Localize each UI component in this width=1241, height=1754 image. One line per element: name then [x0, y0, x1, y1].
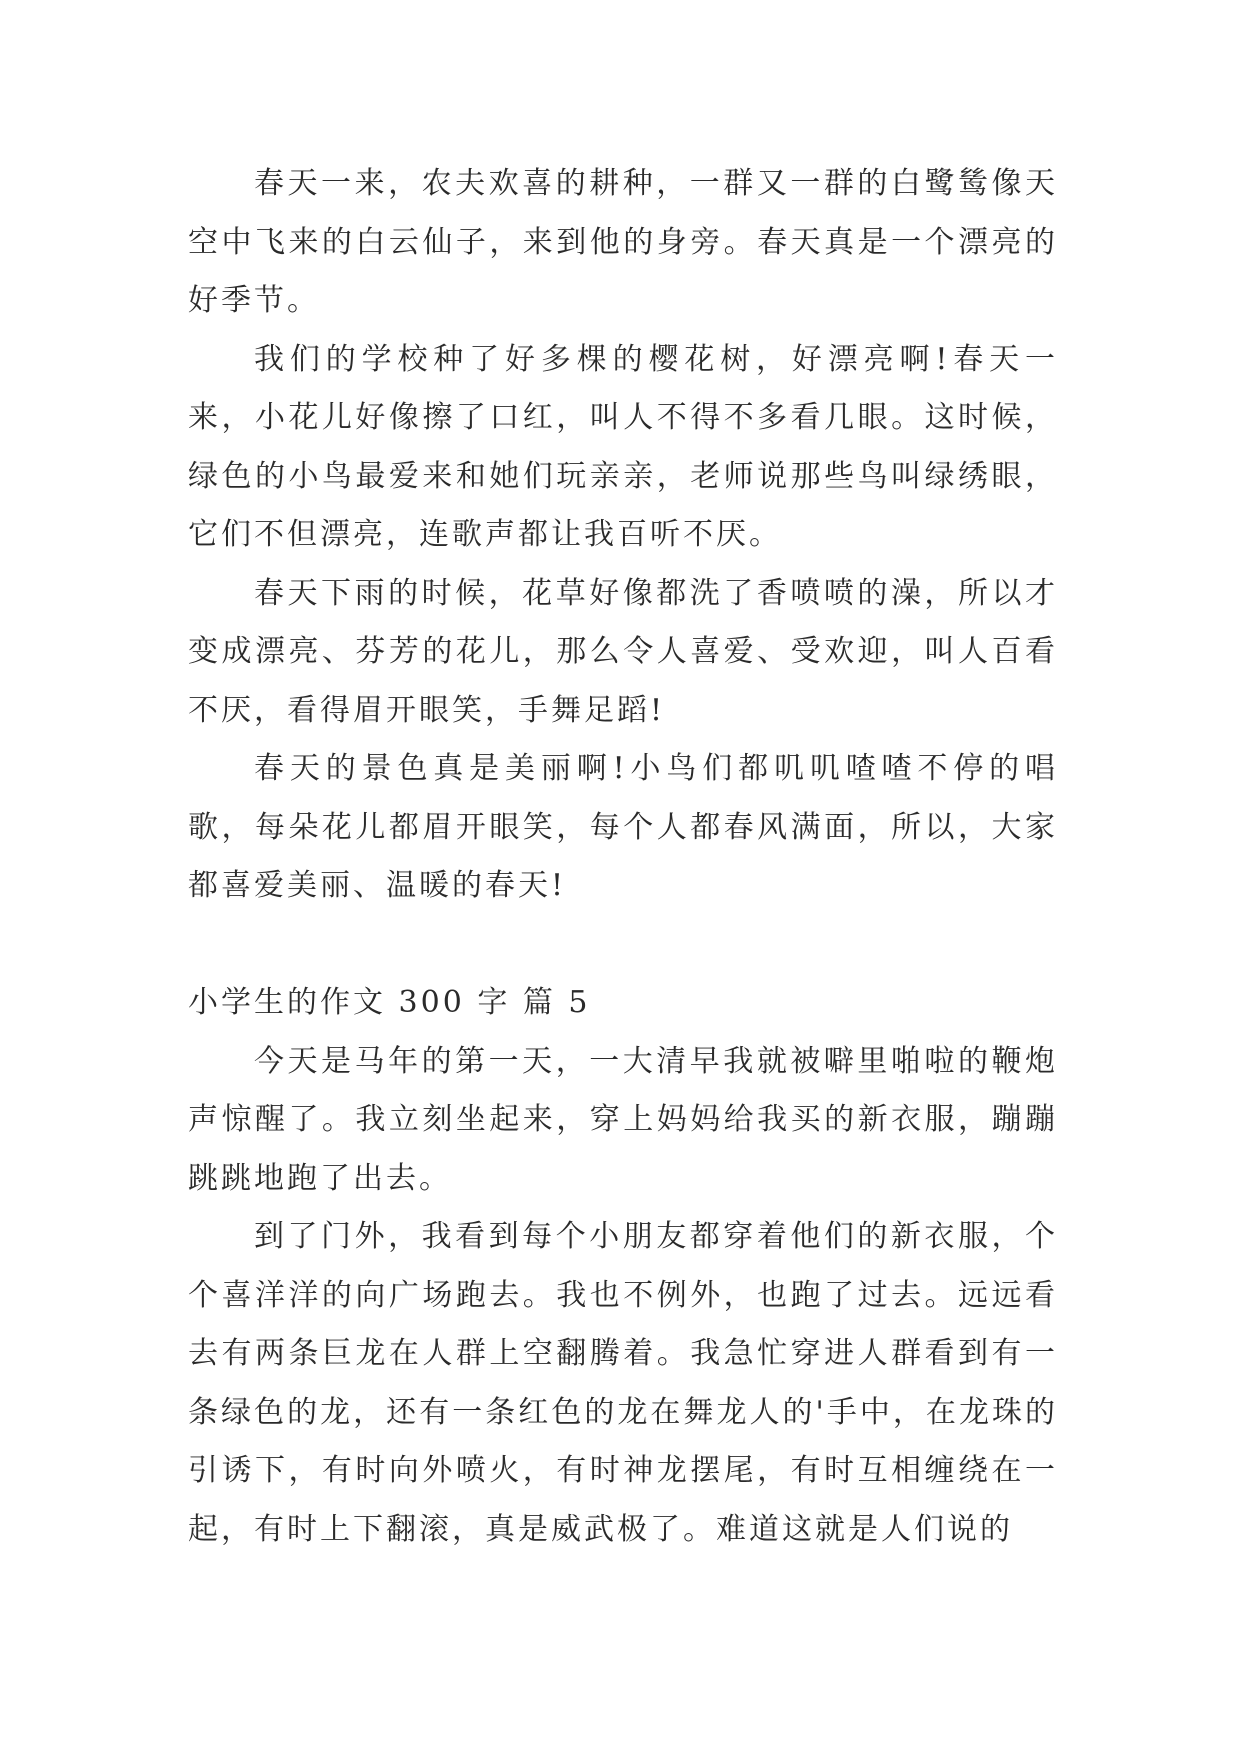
paragraph-school-cherry-trees: 我们的学校种了好多棵的樱花树，好漂亮啊!春天一来，小花儿好像擦了口红，叫人不得不多看几眼。这时候，绿色的小鸟最爱来和她们玩亲亲，老师说那些鸟叫绿绣眼，它们不但漂亮，连歌声都让我百听不厌。 — [188, 341, 1058, 552]
paragraph-new-year-morning: 今天是马年的第一天，一大清早我就被噼里啪啦的鞭炮声惊醒了。我立刻坐起来，穿上妈妈给我买的新衣服，蹦蹦跳跳地跑了出去。 — [188, 1043, 1058, 1196]
section-heading: 小学生的作文 300 字 篇 5 — [188, 985, 591, 1020]
paragraph-dragon-dance: 到了门外，我看到每个小朋友都穿着他们的新衣服，个个喜洋洋的向广场跑去。我也不例外，也跑了过去。远远看去有两条巨龙在人群上空翻腾着。我急忙穿进人群看到有一条绿色的龙，还有一条红色的龙在舞龙人的'手中，在龙珠的引诱下，有时向外喷火，有时神龙摆尾，有时互相缠绕在一起，有时上下翻滚，真是威武极了。难道这就是人们说的 — [188, 1219, 1058, 1547]
paragraph-spring-scenery: 春天的景色真是美丽啊!小鸟们都叽叽喳喳不停的唱歌，每朵花儿都眉开眼笑，每个人都春风满面，所以，大家都喜爱美丽、温暖的春天! — [188, 751, 1058, 903]
paragraph-spring-farmers: 春天一来，农夫欢喜的耕种，一群又一群的白鹭鸶像天空中飞来的白云仙子，来到他的身旁。春天真是一个漂亮的好季节。 — [188, 166, 1058, 318]
document-body — [188, 155, 1058, 1559]
paragraph-spring-rain: 春天下雨的时候，花草好像都洗了香喷喷的澡，所以才变成漂亮、芬芳的花儿，那么令人喜爱、受欢迎，叫人百看不厌，看得眉开眼笑，手舞足蹈! — [188, 575, 1058, 728]
